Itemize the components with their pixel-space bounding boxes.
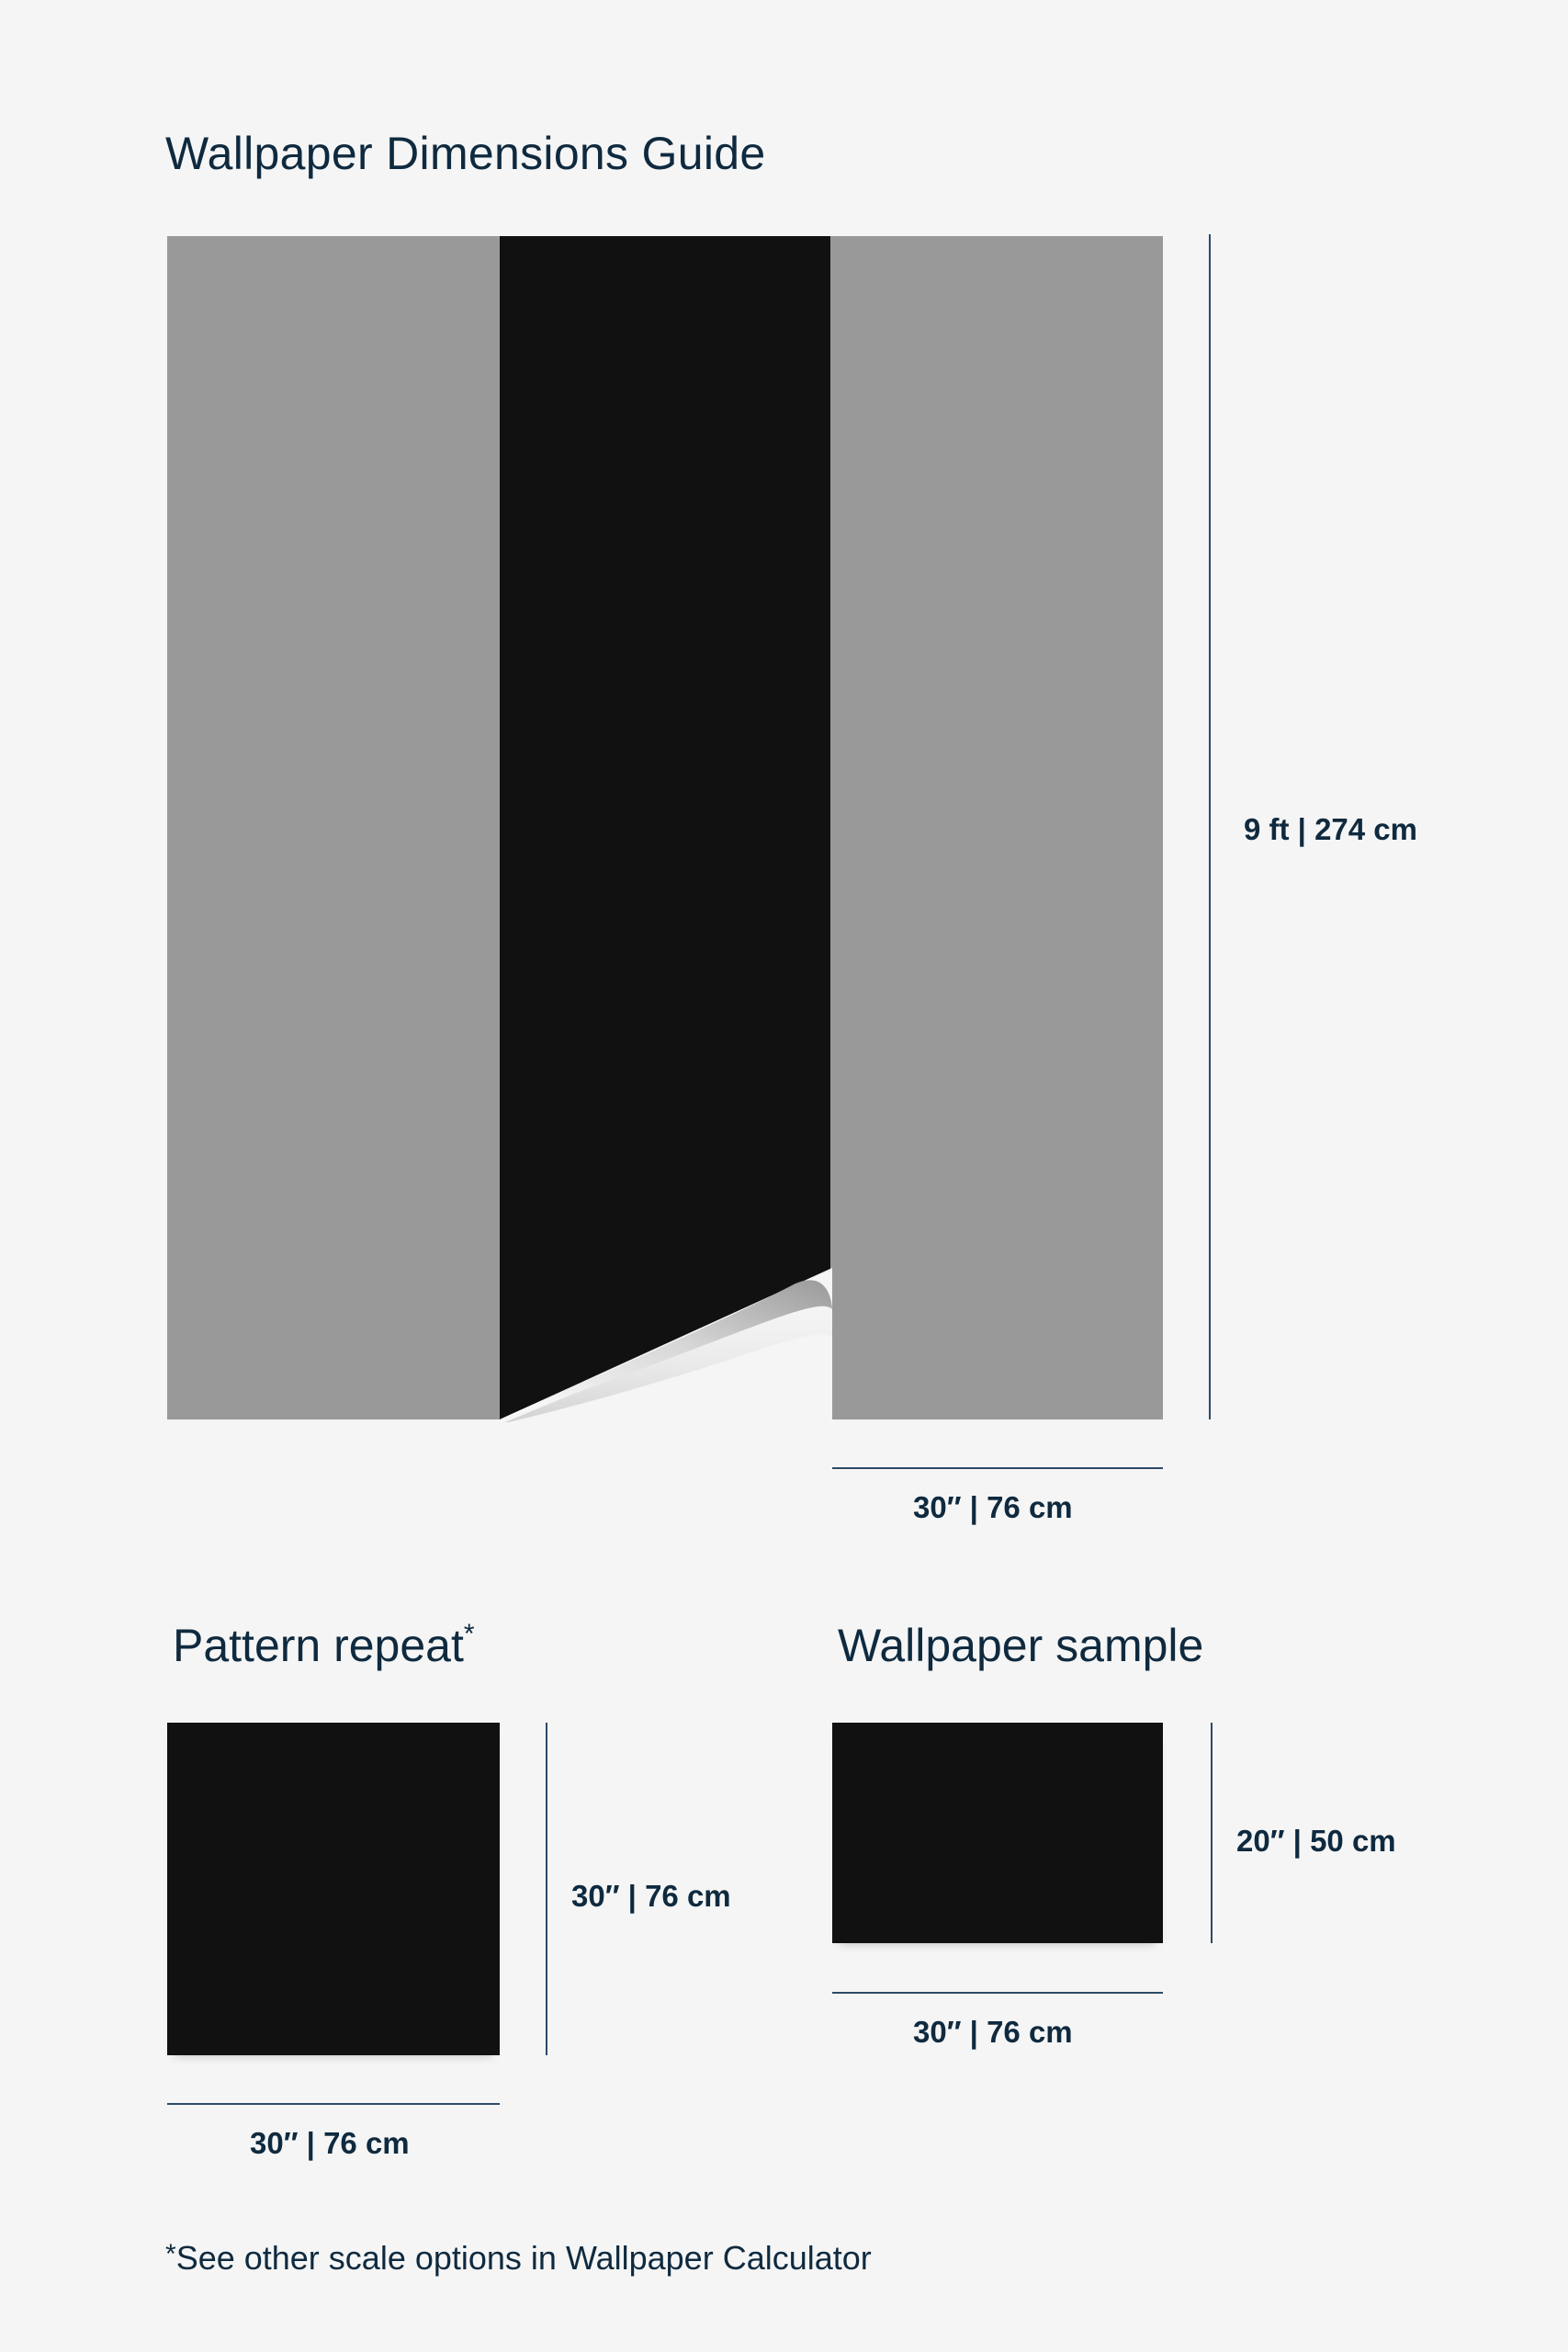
pattern-repeat-width-label: 30″ | 76 cm (250, 2126, 410, 2160)
pattern-repeat-height-label: 30″ | 76 cm (571, 1879, 731, 1913)
width-dimension-line (832, 1467, 1163, 1469)
pattern-repeat-heading (173, 1619, 475, 1672)
pattern-repeat-width-line (167, 2103, 500, 2105)
adjacent-panel-left (167, 236, 500, 1419)
peeling-corner-graphic (500, 1268, 832, 1424)
wallpaper-sample-heading: Wallpaper sample (838, 1620, 1204, 1671)
asterisk-mark: * (463, 1619, 475, 1649)
height-dimension-label: 9 ft | 274 cm (1244, 812, 1417, 846)
wallpaper-sample-width-label: 30″ | 76 cm (913, 2015, 1073, 2049)
adjacent-panel-right (830, 236, 1163, 1419)
wallpaper-sample-width-line (832, 1992, 1163, 1994)
pattern-repeat-height-line (546, 1723, 547, 2055)
footnote-text: See other scale options in Wallpaper Calculator (175, 2239, 872, 2277)
footnote-asterisk: * (165, 2239, 176, 2269)
height-dimension-line (1209, 234, 1211, 1419)
wallpaper-sample-height-line (1211, 1723, 1213, 1943)
wallpaper-sample-height-label: 20″ | 50 cm (1236, 1824, 1396, 1858)
footnote (165, 2239, 872, 2278)
wallpaper-sample-tile (832, 1723, 1163, 1943)
pattern-repeat-tile (167, 1723, 500, 2055)
wallpaper-panel-main (500, 236, 830, 1419)
pattern-repeat-heading-text: Pattern repeat (173, 1620, 464, 1671)
page-title: Wallpaper Dimensions Guide (165, 128, 766, 179)
width-dimension-label: 30″ | 76 cm (913, 1490, 1073, 1524)
